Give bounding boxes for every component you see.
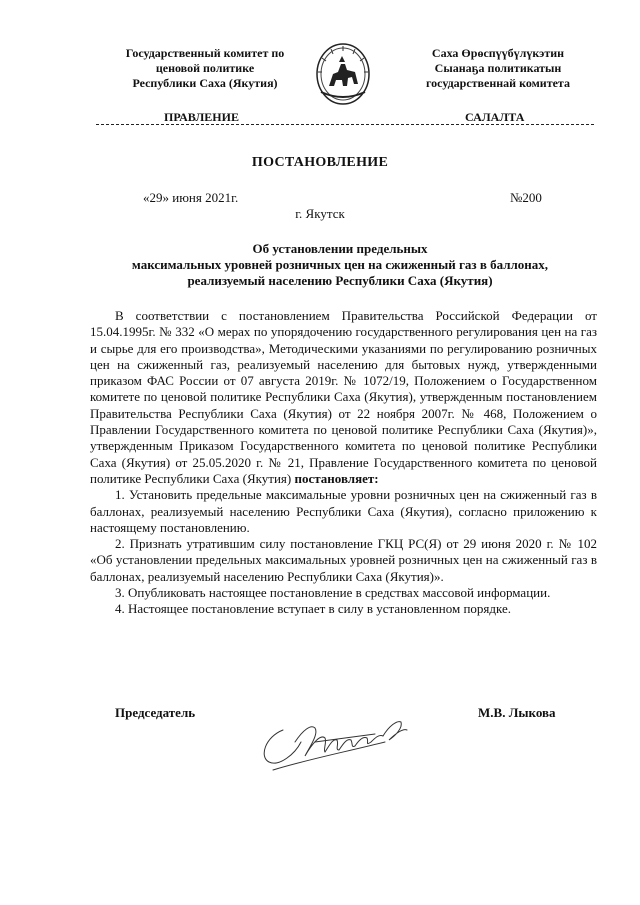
document-subject	[80, 241, 600, 289]
document-title: ПОСТАНОВЛЕНИЕ	[251, 155, 389, 170]
header-divider	[96, 124, 594, 125]
resolution-item: 2. Признать утратившим силу постановление ГКЦ РС(Я) от 29 июня 2020 г. № 102 «Об установлении предельных максимальных уровней розничных цен на сжиженный газ в баллонах, реализуемый населению Республики Саха (Якутия)».	[90, 536, 597, 584]
resolution-item: 3. Опубликовать настоящее постановление в средствах массовой информации.	[115, 585, 551, 601]
subject-line: Об установлении предельных	[252, 241, 428, 256]
issuer-line: государственнай комитета	[426, 76, 570, 90]
emblem-icon	[305, 42, 381, 106]
department-label-russian: ПРАВЛЕНИЕ	[164, 110, 239, 124]
resolution-item: 4. Настоящее постановление вступает в силу в установленном порядке.	[115, 601, 512, 617]
resolution-item: 1. Установить предельные максимальные уровни розничных цен на сжиженный газ в баллонах, реализуемый населению Республики Саха (Якутия), согласно приложению к настоящему постановлению.	[90, 487, 597, 535]
issuer-line: ценовой политике	[155, 61, 255, 75]
signer-role: Председатель	[115, 705, 196, 720]
department-label-yakut: САЛАЛТА	[465, 110, 525, 124]
document-city: г. Якутск	[295, 206, 345, 221]
issuer-line: Саха Өрөспүүбүлүкэтин	[431, 46, 565, 60]
issuer-name-yakut	[398, 46, 598, 91]
document-date: «29» июня 2021г.	[143, 190, 239, 205]
handwritten-signature	[255, 712, 420, 777]
issuer-line: Сыанаҕа политикатын	[434, 61, 562, 75]
subject-line: максимальных уровней розничных цен на сжиженный газ в баллонах,	[131, 257, 549, 272]
preamble-paragraph	[90, 308, 597, 487]
resolves-keyword: постановляет:	[294, 470, 379, 486]
issuer-line: Государственный комитет по	[125, 46, 285, 60]
document-number: №200	[510, 190, 542, 205]
preamble-text: В соответствии с постановлением Правительства Российской Федерации от 15.04.1995г. № 332 «О мерах по упорядочению государственного регулирования цен на газ и сырье для его производства», Методическими указаниями по регулированию розничных цен на сжиженный газ, реализуемый населению для бытовых нужд, утвержденными приказом ФАС России от 07 августа 2019г. № 1072/19, Положением о Государственном комитете по ценовой политике Республики Саха (Якутия), утвержденным постановлением Правительства Республики Саха (Якутия) от 22 ноября 2007г. № 468, Положением о Правлении Государственного комитета по ценовой политике Республики Саха (Якутия)», утвержденным Приказом Государственного комитета по ценовой политике Республики Саха (Якутия) от 25.05.2020 г. № 21, Правление Государственного комитета по ценовой политике Республики Саха (Якутия)	[90, 308, 597, 486]
signer-name: М.В. Лыкова	[478, 705, 556, 720]
document-body	[90, 308, 597, 618]
subject-line: реализуемый населению Республики Саха (Якутия)	[187, 273, 493, 288]
issuer-line: Республики Саха (Якутия)	[132, 76, 278, 90]
issuer-name-russian	[100, 46, 310, 91]
